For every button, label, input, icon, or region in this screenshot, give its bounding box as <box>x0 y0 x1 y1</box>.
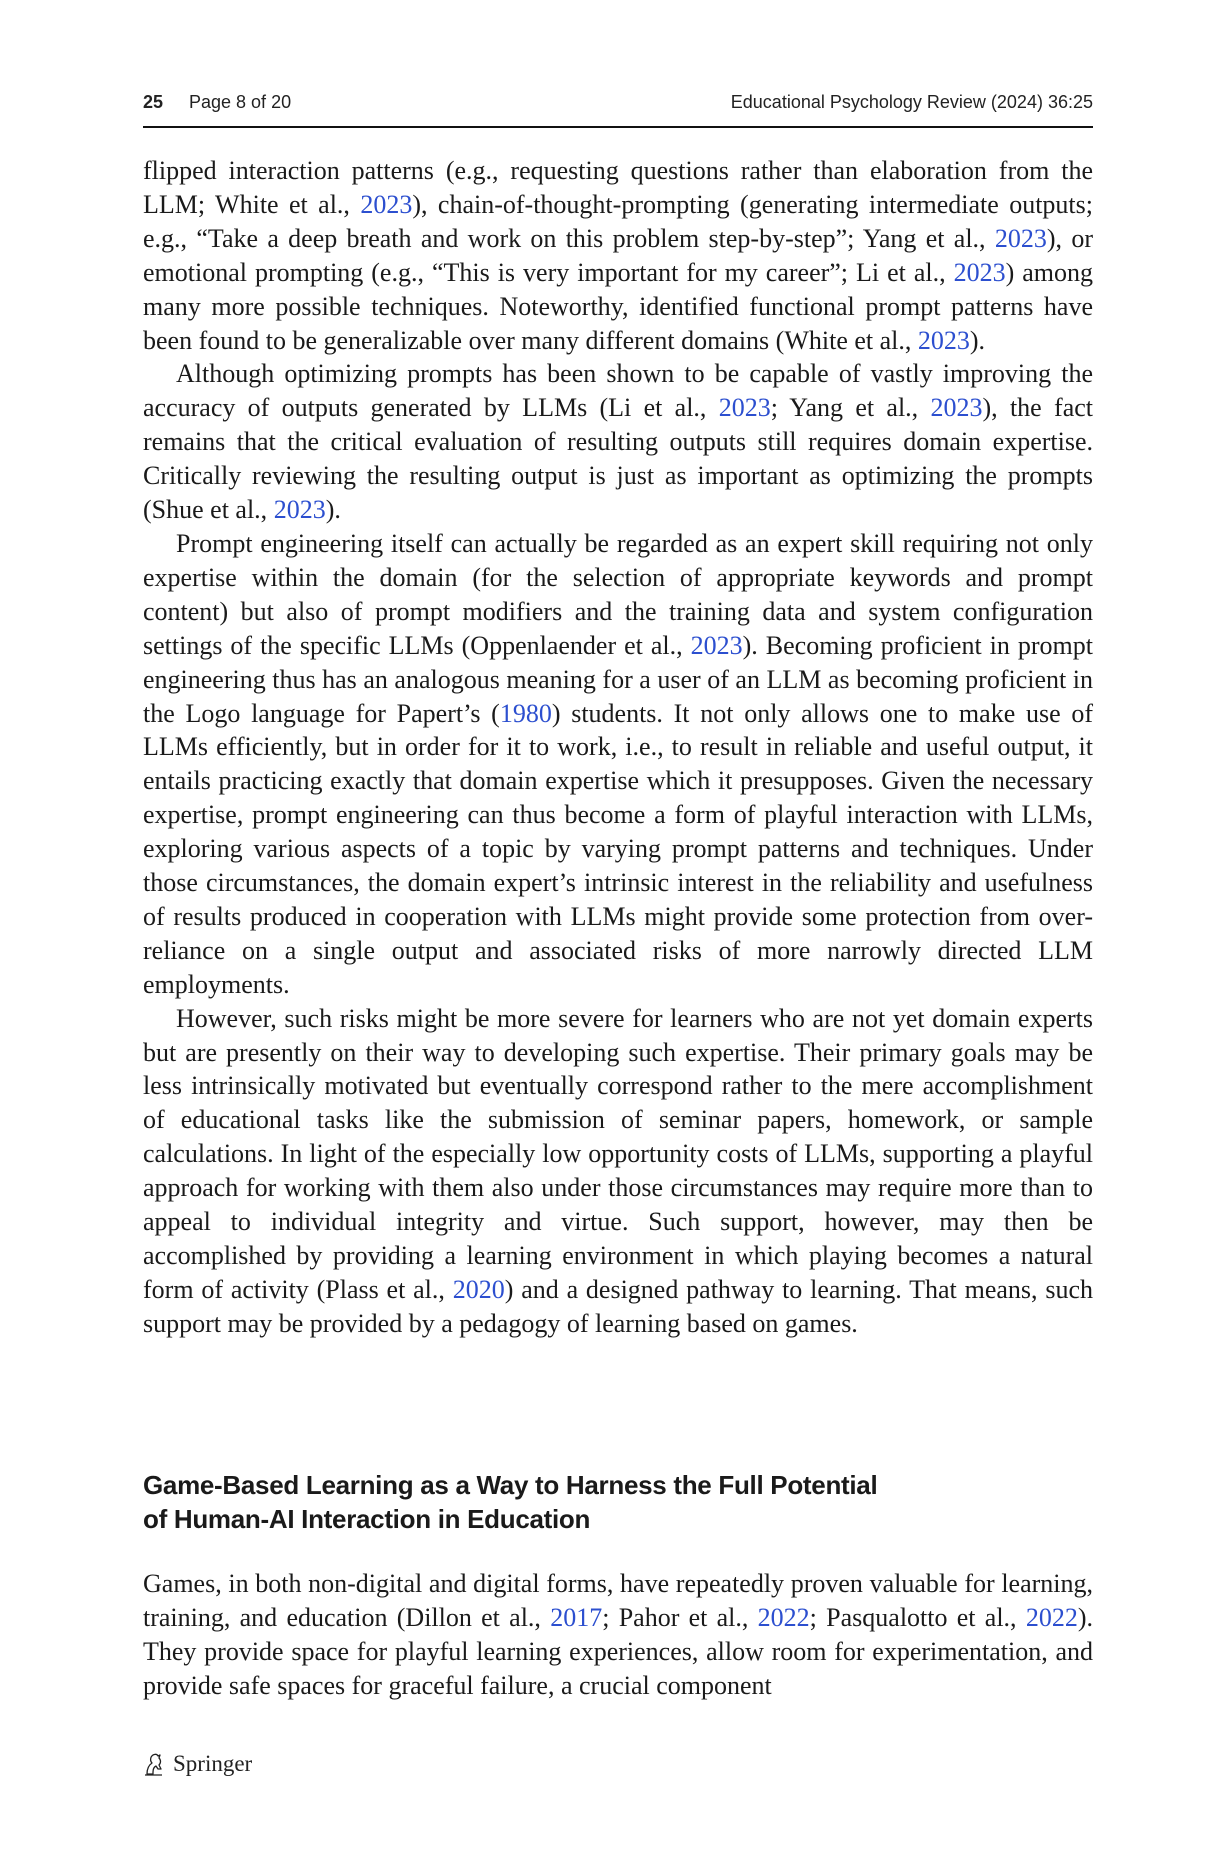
citation-link[interactable]: 2023 <box>690 630 743 660</box>
paragraph <box>143 154 1093 357</box>
text-run: ), or emotional prompting (e.g., “This is very important for my career”; Li et al., <box>143 223 1093 287</box>
body-text-section <box>143 1567 1093 1703</box>
text-run: Prompt engineering itself can actually be regarded as an expert skill requiring not only expertise within the domain (for the selection of appropriate keywords and prompt content) but also of prompt modifiers and the training data and system configuration settings of the specific LLMs (Oppenlaender et al., <box>143 528 1093 660</box>
paragraph <box>143 357 1093 527</box>
citation-link[interactable]: 2023 <box>718 393 771 423</box>
citation-link[interactable]: 2023 <box>360 189 413 219</box>
publisher-footer <box>143 1749 252 1779</box>
citation-link[interactable]: 2023 <box>994 223 1047 253</box>
text-run: ; Pahor et al., <box>602 1602 758 1632</box>
citation-link[interactable]: 2022 <box>1025 1602 1078 1632</box>
body-text-main <box>143 154 1093 1341</box>
citation-link[interactable]: 2017 <box>550 1602 603 1632</box>
text-run: ). Becoming proficient in prompt engineering thus has an analogous meaning for a user of an LLM as becoming proficient in the Logo language for Papert’s ( <box>143 630 1093 728</box>
running-header <box>143 88 1093 120</box>
springer-horse-icon <box>143 1751 165 1777</box>
text-run: ), chain-of-thought-prompting (generating intermediate outputs; e.g., “Take a deep breath and work on this problem step-by-step”; Yang et al., <box>143 189 1093 253</box>
text-run: Games, in both non-digital and digital forms, have repeatedly proven valuable for learning, training, and education (Dillon et al., <box>143 1569 1093 1632</box>
text-run: ; Pasqualotto et al., <box>809 1602 1026 1632</box>
text-run: ; Yang et al., <box>770 393 931 423</box>
text-run: ). <box>969 325 986 355</box>
text-run: flipped interaction patterns (e.g., requesting questions rather than elaboration from the LLM; White et al., <box>143 156 1093 219</box>
header-rule <box>143 126 1093 128</box>
paragraph <box>143 1567 1093 1703</box>
page-of-label: Page 8 of 20 <box>189 92 292 112</box>
text-run: ). <box>325 495 341 525</box>
citation-link[interactable]: 1980 <box>499 698 552 728</box>
paragraph <box>143 1002 1093 1341</box>
paragraph <box>143 527 1093 1002</box>
citation-link[interactable]: 2023 <box>953 257 1006 287</box>
section-heading-line-2: of Human-AI Interaction in Education <box>143 1504 591 1534</box>
citation-link[interactable]: 2023 <box>917 325 970 355</box>
citation-link[interactable]: 2020 <box>452 1274 505 1304</box>
journal-citation: Educational Psychology Review (2024) 36:25 <box>730 92 1093 112</box>
text-run: ). They provide space for playful learning experiences, allow room for experimentation, and provide safe spaces for graceful failure, a crucial component <box>143 1602 1093 1700</box>
page-number: 25 <box>143 92 164 112</box>
section-heading-line-1: Game-Based Learning as a Way to Harness the Full Potential <box>143 1470 878 1500</box>
text-run: ) students. It not only allows one to make use of LLMs efficiently, but in order for it to work, i.e., to result in reliable and useful output, it entails practicing exactly that domain expertise which it presupposes. Given the necessary expertise, prompt engineering can thus become a form of playful interaction with LLMs, exploring various aspects of a topic by varying prompt patterns and techniques. Under those circumstances, the domain expert’s intrinsic interest in the reliability and usefulness of results produced in cooperation with LLMs might provide some protection from over-reliance on a single output and associated risks of more narrowly directed LLM employments. <box>143 698 1093 999</box>
citation-link[interactable]: 2023 <box>930 393 983 423</box>
citation-link[interactable]: 2023 <box>273 495 326 525</box>
section-heading <box>143 1468 1093 1536</box>
text-run: ), the fact remains that the critical evaluation of resulting outputs still requires domain expertise. Critically reviewing the resulting output is just as important as optimizing the prompts (Shue et al., <box>143 393 1093 525</box>
text-run: ) among many more possible techniques. Noteworthy, identified functional prompt patterns have been found to be generalizable over many different domains (White et al., <box>143 257 1093 355</box>
text-run: ) and a designed pathway to learning. That means, such support may be provided by a pedagogy of learning based on games. <box>143 1274 1093 1338</box>
text-run: However, such risks might be more severe for learners who are not yet domain experts but are presently on their way to developing such expertise. Their primary goals may be less intrinsically motivated but eventually correspond rather to the mere accomplishment of educational tasks like the submission of seminar papers, homework, or sample calculations. In light of the especially low opportunity costs of LLMs, supporting a playful approach for working with them also under those circumstances may require more than to appeal to individual integrity and virtue. Such support, however, may then be accomplished by providing a learning environment in which playing becomes a natural form of activity (Plass et al., <box>143 1003 1093 1304</box>
publisher-name: Springer <box>173 1751 253 1776</box>
citation-link[interactable]: 2022 <box>757 1602 810 1632</box>
text-run: Although optimizing prompts has been shown to be capable of vastly improving the accuracy of outputs generated by LLMs (Li et al., <box>143 359 1093 423</box>
